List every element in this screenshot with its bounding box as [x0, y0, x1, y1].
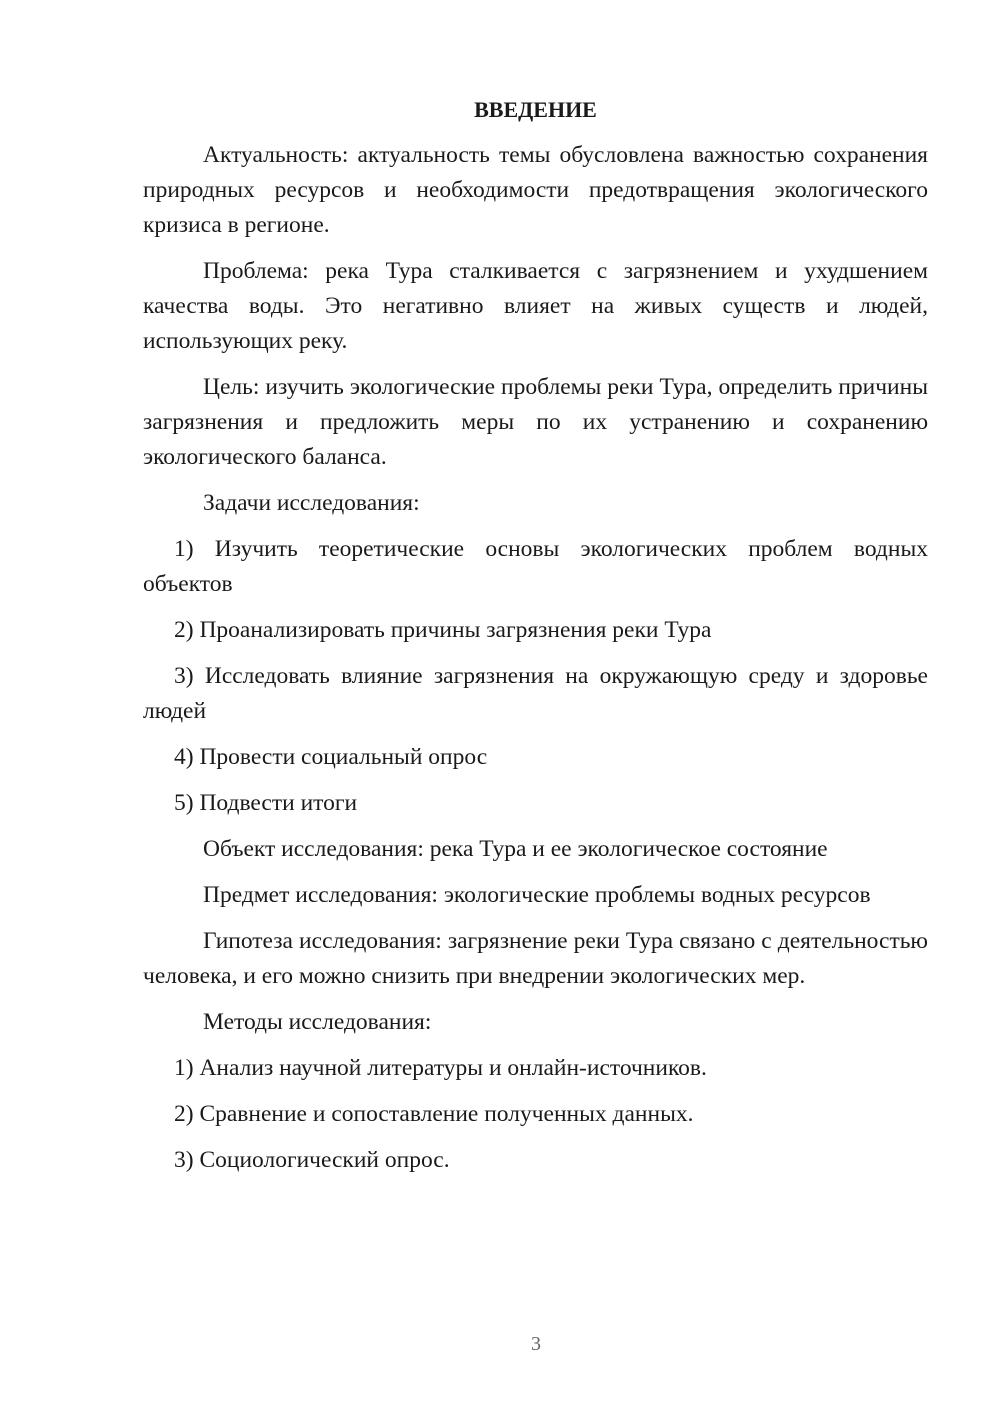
task-item: 2) Проанализировать причины загрязнения реки Тура — [174, 617, 712, 643]
task-item: 5) Подвести итоги — [174, 790, 358, 816]
document-body — [143, 92, 928, 1189]
task-item: 4) Провести социальный опрос — [174, 744, 488, 770]
subject-paragraph: Предмет исследования: экологические проблемы водных ресурсов — [203, 882, 871, 908]
page-number: 3 — [531, 1333, 541, 1355]
methods-title: Методы исследования: — [203, 1009, 432, 1035]
task-item: 3) Исследовать влияние загрязнения на окружающую среду и здоровье людей — [143, 663, 928, 724]
problem-paragraph: Проблема: река Тура сталкивается с загрязнением и ухудшением качества воды. Это негативно влияет на живых существ и людей, использующих реку. — [143, 258, 928, 354]
method-item: 2) Сравнение и сопоставление полученных данных. — [174, 1101, 694, 1127]
method-item: 3) Социологический опрос. — [174, 1147, 450, 1173]
tasks-title: Задачи исследования: — [203, 490, 420, 516]
method-item: 1) Анализ научной литературы и онлайн-источников. — [174, 1055, 707, 1081]
task-item: 1) Изучить теоретические основы экологических проблем водных объектов — [143, 536, 928, 597]
object-paragraph: Объект исследования: река Тура и ее экологическое состояние — [203, 836, 828, 862]
relevance-paragraph: Актуальность: актуальность темы обусловлена важностью сохранения природных ресурсов и необходимости предотвращения экологического кризиса в регионе. — [143, 142, 928, 238]
hypothesis-paragraph: Гипотеза исследования: загрязнение реки Тура связано с деятельностью человека, и его можно снизить при внедрении экологических мер. — [143, 928, 928, 989]
goal-paragraph: Цель: изучить экологические проблемы реки Тура, определить причины загрязнения и предложить меры по их устранению и сохранению экологического баланса. — [143, 374, 928, 470]
section-heading: ВВЕДЕНИЕ — [474, 97, 597, 122]
